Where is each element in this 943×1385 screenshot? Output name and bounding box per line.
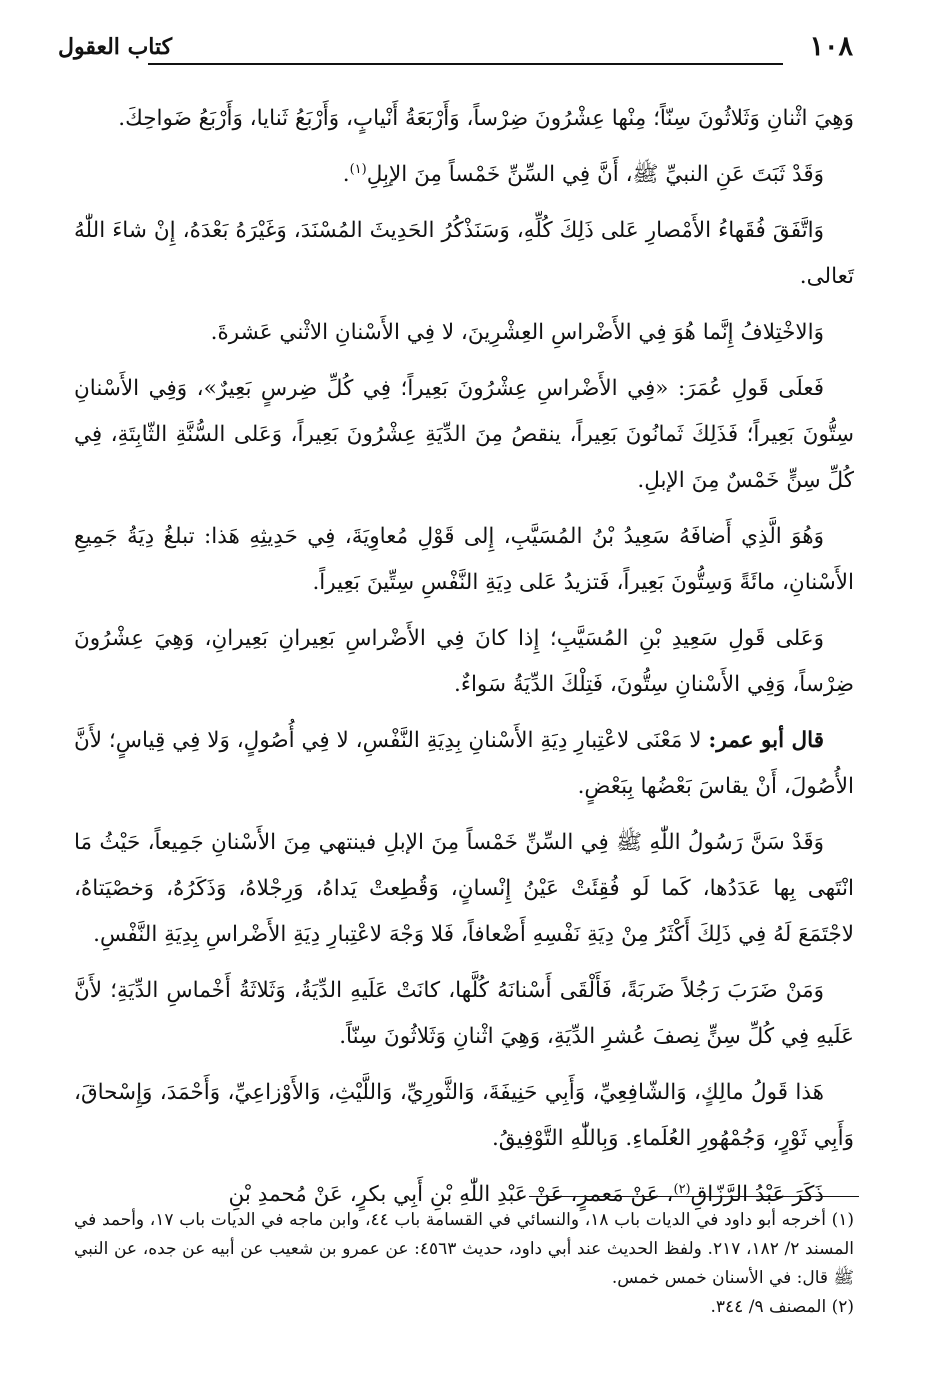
paragraph	[74, 718, 854, 810]
paragraph: وَهُوَ الَّذِي أَضافَهُ سَعِيدُ بْنُ المُسَيَّبِ، إِلى قَوْلِ مُعاوِيَةَ، فِي حَدِيثِهِ هَذا: تبلغُ دِيَةُ جَمِيعِ الأَسْنانِ، مائَةً وَسِتُّونَ بَعِيراً، فَتزيدُ عَلى دِيَةِ النَّفْسِ سِتِّينَ بَعِيراً.	[74, 524, 854, 595]
header-rule	[148, 63, 783, 65]
paragraph-text: لا مَعْنَى لاعْتِبارِ دِيَةِ الأَسْنانِ بِدِيَةِ النَّفْسِ، لا فِي أُصُولٍ، وَلا فِي قِياسٍ؛ لأَنَّ الأُصُولَ، أَنْ يقاسَ بَعْضُها بِبَعْضٍ.	[74, 728, 854, 799]
paragraph: وَهِيَ اثْنانِ وَثَلاثُونَ سِنّاً؛ مِنْها عِشْرُونَ ضِرْساً، وَأَرْبَعَةُ أَنْيابٍ، وَأَرْبَعُ ثَنايا، وَأَرْبَعُ ضَواحِكَ.	[118, 106, 854, 131]
paragraph: وَقَدْ سَنَّ رَسُولُ اللّٰهِ ﷺ فِي السِّنِّ خَمْساً مِنَ الإبلِ فينتهي مِنَ الأَسْنانِ جَمِيعاً، حَيْثُ مَا انْتَهى بِها عَدَدُها، كَما لَو فُقِئَتْ عَيْنُ إِنْسانٍ، وَقُطِعتْ يَداهُ، وَرِجْلاهُ، وَذَكَرُهُ، وَخصْيَتاهُ، لاجْتَمَعَ لَهُ فِي ذَلِكَ أَكْثَرُ مِنْ دِيَةِ نَفْسِهِ أَضْعافاً، فَلا وَجْهَ لاعْتِبارِ دِيَةِ الأَضْراسِ بِدِيَةِ النَّفْسِ.	[74, 830, 854, 947]
page-header	[58, 30, 853, 70]
paragraph-text: ، عَنْ مَعمرٍ، عَنْ عَبْدِ اللّٰهِ بْنِ أَبِي بكرٍ، عَنْ مُحمدِ بْنِ	[228, 1182, 674, 1207]
paragraph: فَعلَى قَولِ عُمَرَ: «فِي الأَضْراسِ عِشْرُونَ بَعِيراً؛ فِي كُلِّ ضِرسٍ بَعِيرٌ»، وَفِي الأَسْنانِ سِتُّونَ بَعِيراً؛ فَذَلِكَ ثَمانُونَ بَعِيراً، ينقصُ مِنَ الدِّيَةِ عِشْرُونَ بَعِيراً، وَعَلى السُّنَّةِ الثّابِتَةِ، فِي كُلِّ سِنٍّ خَمْسٌ مِنَ الإبلِ.	[74, 376, 854, 493]
footnotes	[74, 1206, 854, 1322]
footnote: (١) أخرجه أبو داود في الديات باب ١٨، والنسائي في القسامة باب ٤٤، وابن ماجه في الديات باب ١٧، وأحمد في المسند ٢/ ١٨٢، ٢١٧. ولفظ الحديث عند أبي داود، حديث ٤٥٦٣: عن عمرو بن شعيب عن أبيه عن جده، عن النبي ﷺ قال: في الأسنان خمس خمس.	[74, 1210, 855, 1288]
footnote-ref[interactable]: (١)	[349, 161, 367, 177]
paragraph: وَعَلى قَولِ سَعِيدِ بْنِ المُسَيَّبِ؛ إِذا كانَ فِي الأَضْراسِ بَعِيرانِ بَعِيرانِ، وَهِيَ عِشْرُونَ ضِرْساً، وَفِي الأَسْنانِ سِتُّونَ، فَتِلْكَ الدِّيَةُ سَواءٌ.	[74, 626, 854, 697]
page-number: ١٠٨	[809, 31, 853, 62]
paragraph-text: وَقَدْ ثَبَتَ عَنِ النبيِّ ﷺ، أَنَّ فِي السِّنِّ خَمْساً مِنَ الإبِلِ	[366, 162, 824, 187]
chapter-title: كتاب العقول	[58, 34, 173, 60]
paragraph: هَذا قَولُ مالِكٍ، وَالشّافِعِيِّ، وَأَبِي حَنِيفَةَ، وَالثَّورِيِّ، وَاللَّيْثِ، وَالأَوْزاعِيِّ، وَأَحْمَدَ، وَإِسْحاقَ، وَأَبِي ثَوْرٍ، وَجُمْهُورِ العُلَماءِ. وَبِاللّٰهِ التَّوْفِيقُ.	[74, 1080, 854, 1151]
footnote-ref[interactable]: (٢)	[673, 1181, 691, 1197]
paragraph-text: ذَكَرَ عَبْدُ الرَّزّاقِ	[690, 1182, 824, 1207]
paragraph: وَالاخْتِلافُ إِنَّما هُوَ فِي الأَضْراسِ العِشْرِينَ، لا فِي الأَسْنانِ الاثْني عَشرةَ.	[210, 320, 824, 345]
footnote: (٢) المصنف ٩/ ٣٤٤.	[710, 1297, 854, 1317]
speaker-label: قال أبو عمر:	[708, 728, 824, 753]
footnote-separator	[529, 1196, 859, 1197]
paragraph	[74, 152, 854, 198]
paragraph: وَاتَّفَقَ فُقَهاءُ الأَمْصارِ عَلى ذَلِكَ كُلِّهِ، وَسَنَذْكُرُ الحَدِيثَ المُسْنَدَ، وَغَيْرَهُ بَعْدَهُ، إِنْ شاءَ اللّٰهُ تَعالى.	[74, 218, 854, 289]
main-text	[74, 96, 854, 1228]
paragraph: وَمَنْ ضَرَبَ رَجُلاً ضَربَةً، فَأَلْقَى أَسْنانَهُ كُلَّها، كانَتْ عَلَيهِ الدِّيَةُ، وَثَلاثَةُ أَخْماسِ الدِّيَةِ؛ لأَنَّ عَلَيهِ فِي كُلِّ سِنٍّ نِصفَ عُشرِ الدِّيَةِ، وَهِيَ اثْنانِ وَثَلاثُونَ سِنّاً.	[74, 978, 854, 1049]
paragraph-text: .	[342, 162, 350, 187]
